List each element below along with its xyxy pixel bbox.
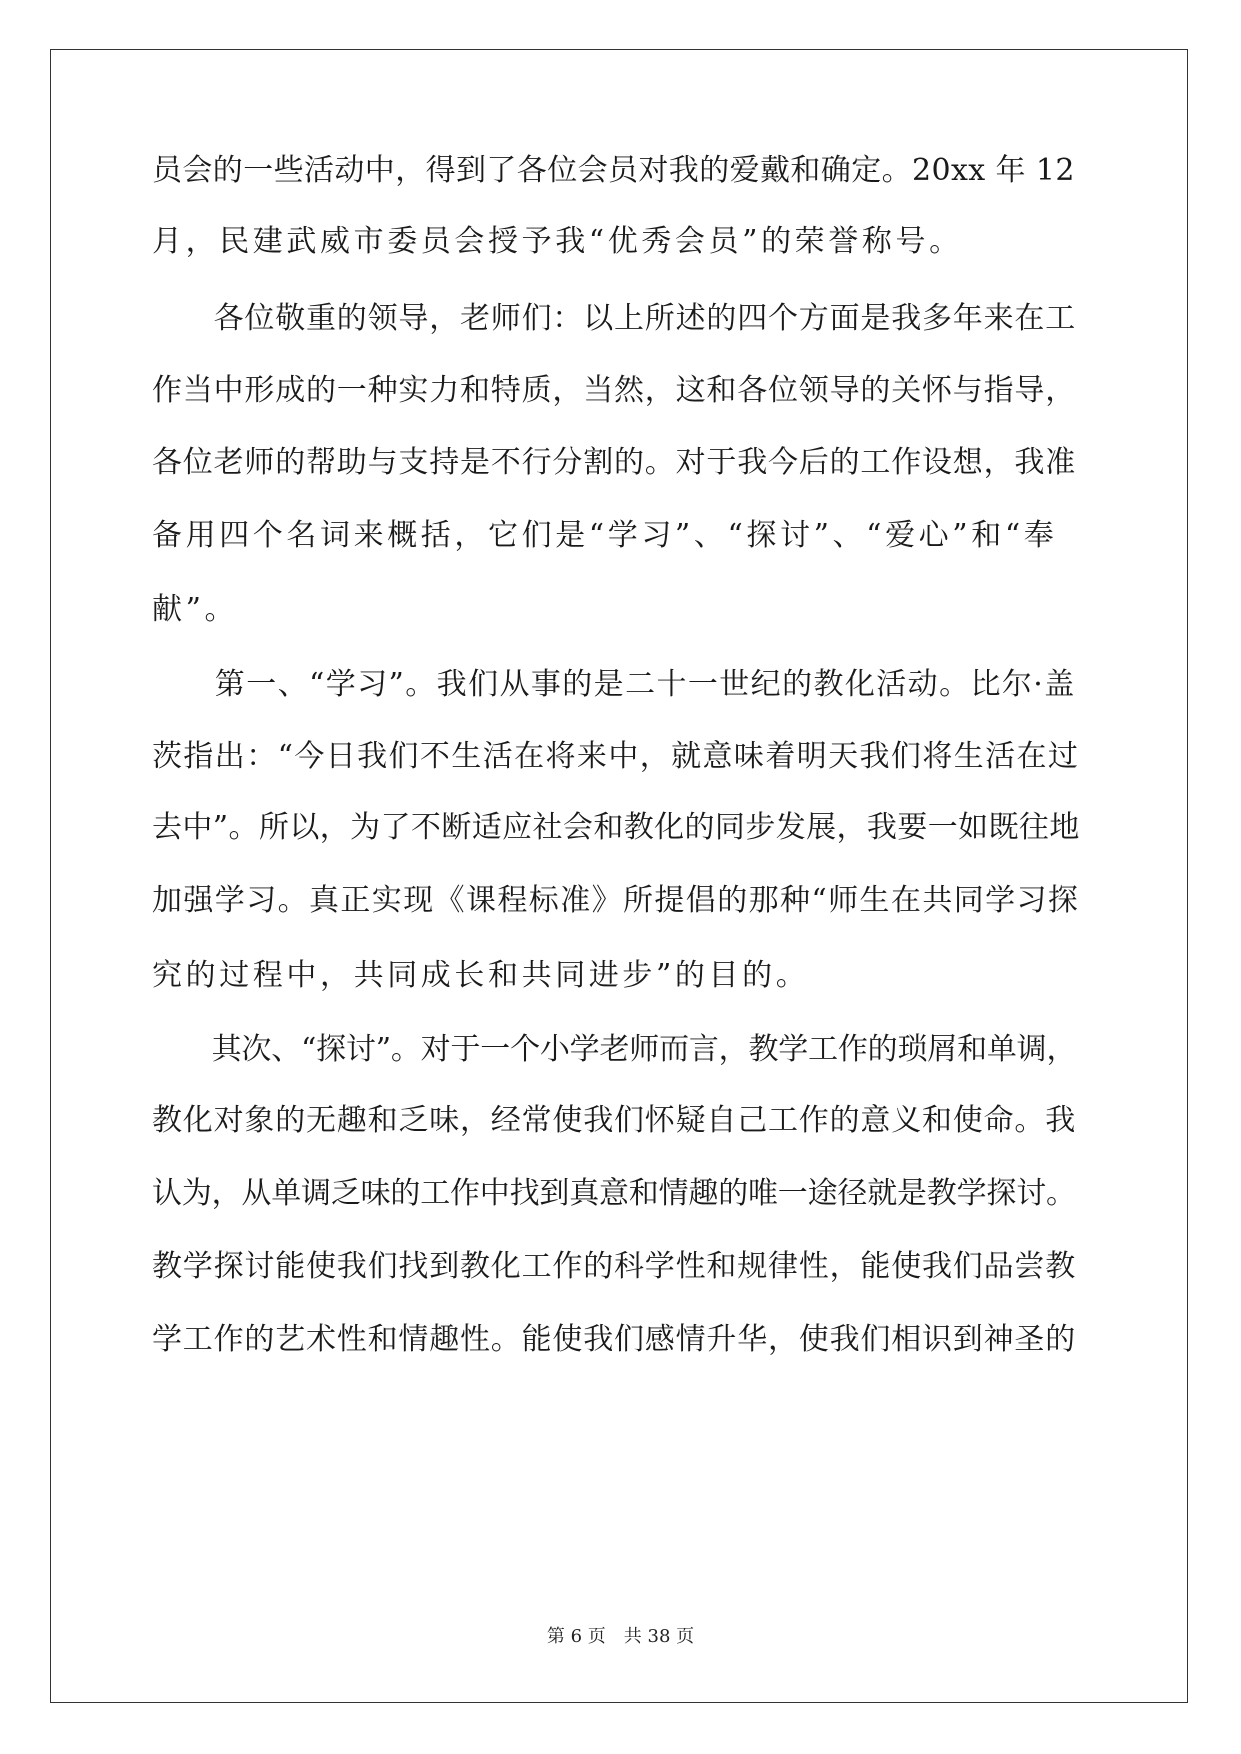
text-line: 作当中形成的一种实力和特质，当然，这和各位领导的关怀与指导， — [152, 373, 1076, 408]
text-line: 各位老师的帮助与支持是不行分割的。对于我今后的工作设想，我准 — [152, 445, 1076, 480]
text-line: 员会的一些活动中，得到了各位会员对我的爱戴和确定。20xx 年 12 — [152, 153, 1075, 188]
page-number-footer: 第 6 页 共 38 页 — [546, 1626, 695, 1647]
text-line: 加强学习。真正实现《课程标准》所提倡的那种“师生在共同学习探 — [152, 883, 1080, 918]
text-line: 第一、“学习”。我们从事的是二十一世纪的教化活动。比尔·盖 — [152, 667, 1076, 702]
text-line: 认为，从单调乏味的工作中找到真意和情趣的唯一途径就是教学探讨。 — [152, 1176, 1076, 1211]
text-line: 各位敬重的领导，老师们：以上所述的四个方面是我多年来在工 — [152, 301, 1076, 336]
text-line: 其次、“探讨”。对于一个小学老师而言，教学工作的琐屑和单调， — [152, 1032, 1077, 1067]
text-line: 教学探讨能使我们找到教化工作的科学性和规律性，能使我们品尝教 — [152, 1249, 1076, 1284]
text-line: 学工作的艺术性和情趣性。能使我们感情升华，使我们相识到神圣的 — [152, 1322, 1076, 1357]
text-line: 备用四个名词来概括，它们是“学习”、“探讨”、“爱心”和“奉 — [152, 518, 1058, 553]
text-line: 茨指出：“今日我们不生活在将来中，就意味着明天我们将生活在过 — [152, 739, 1080, 774]
page-border — [50, 49, 1188, 1703]
text-line: 献”。 — [152, 592, 239, 627]
text-line: 究的过程中，共同成长和共同进步”的目的。 — [152, 958, 810, 993]
text-line: 教化对象的无趣和乏味，经常使我们怀疑自己工作的意义和使命。我 — [152, 1103, 1076, 1138]
text-line: 月，民建武威市委员会授予我“优秀会员”的荣誉称号。 — [152, 224, 963, 259]
text-line: 去中”。所以，为了不断适应社会和教化的同步发展，我要一如既往地 — [152, 810, 1080, 845]
